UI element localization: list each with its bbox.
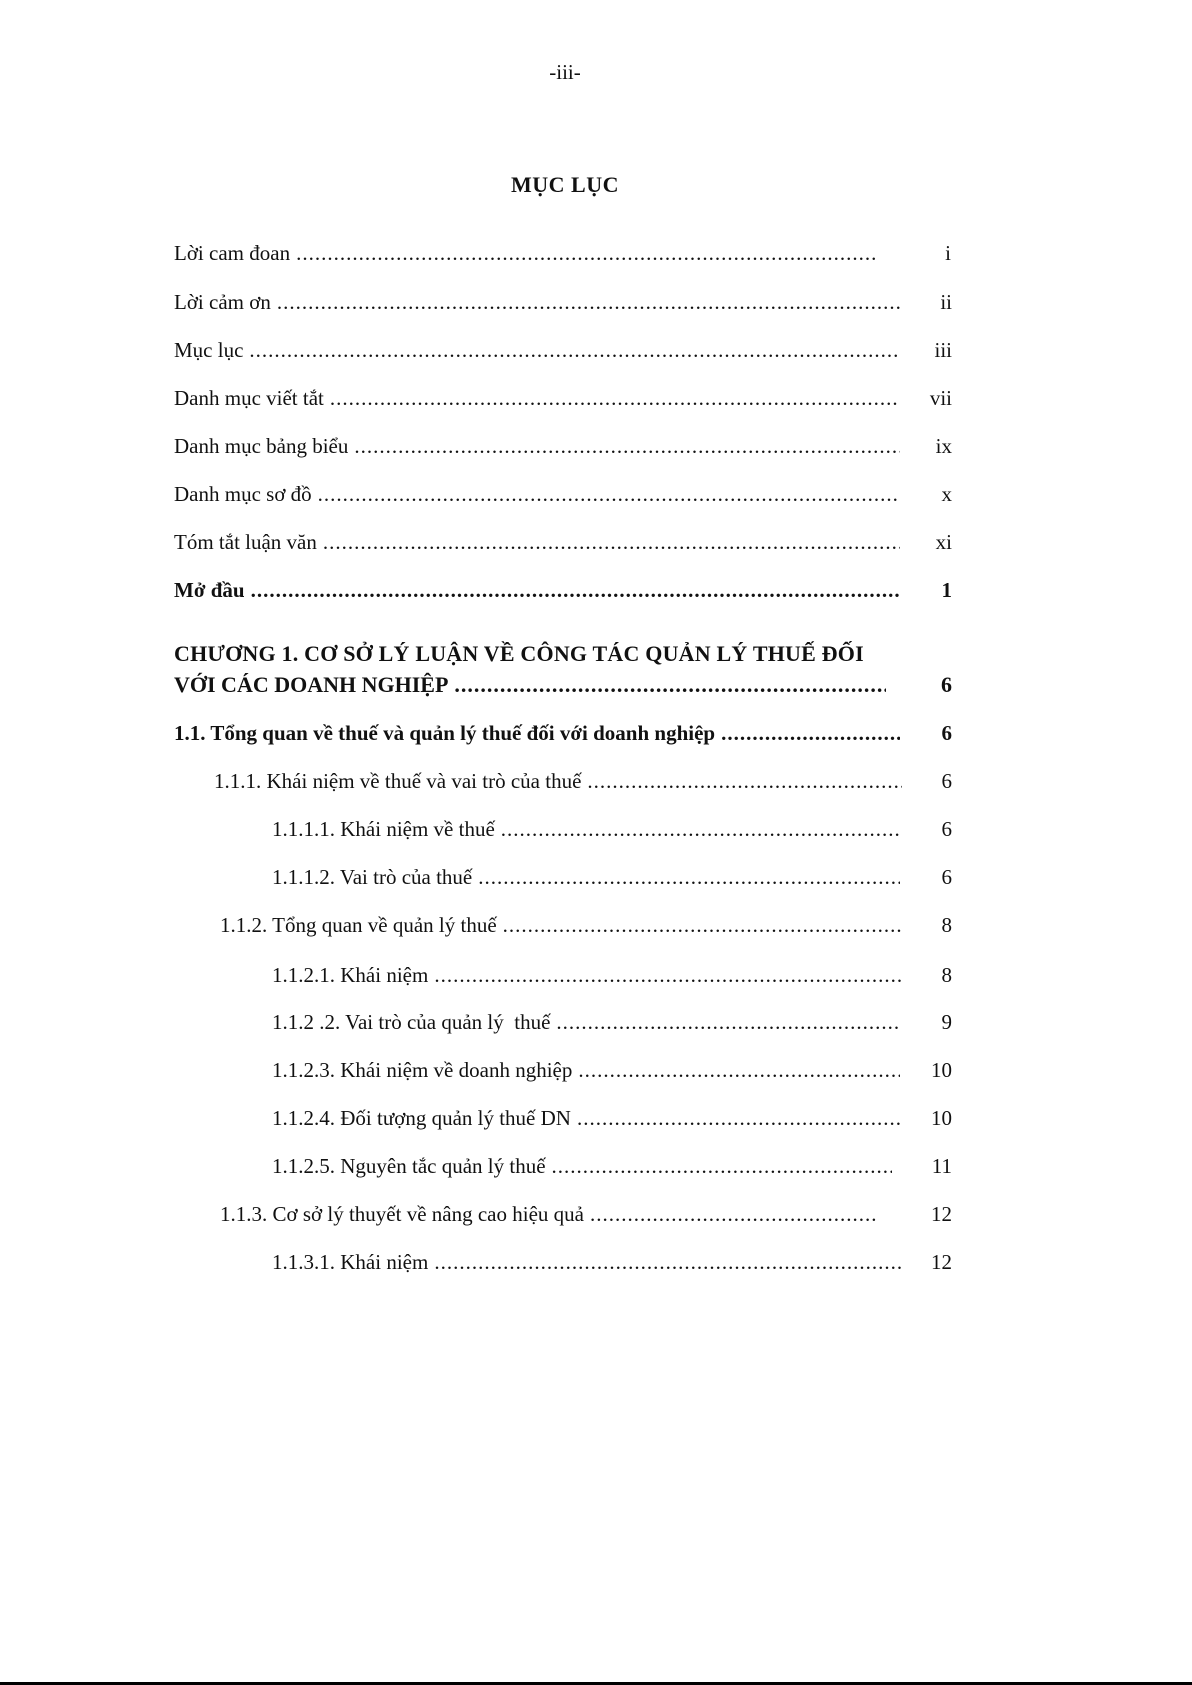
toc-entry-label: Mục lục <box>174 338 244 362</box>
toc-entry-1-1-2-1[interactable] <box>272 960 952 990</box>
toc-entry-danh-muc-bang-bieu[interactable] <box>174 431 952 461</box>
toc-entry-label: 1.1. Tổng quan về thuế và quản lý thuế đối với doanh nghiệp <box>174 721 716 745</box>
toc-entry-label: 1.1.1.1. Khái niệm về thuế <box>272 817 495 841</box>
toc-entry-label: Lời cam đoan <box>174 241 291 265</box>
toc-entry-label: VỚI CÁC DOANH NGHIỆP <box>174 672 449 697</box>
toc-entry-page: iii <box>934 338 952 362</box>
toc-leader <box>434 1247 902 1277</box>
toc-entry-page: 6 <box>941 817 952 841</box>
toc-leader <box>721 718 900 748</box>
toc-entry-page: 6 <box>941 769 952 793</box>
toc-leader <box>296 238 876 268</box>
toc-entry-page: i <box>945 241 951 265</box>
toc-entry-page: 6 <box>941 672 952 697</box>
toc-entry-page: xi <box>935 530 952 554</box>
toc-leader <box>277 287 900 317</box>
toc-entry-page: 12 <box>931 1202 952 1226</box>
toc-entry-page: ii <box>940 290 952 314</box>
toc-entry-1-1-3-1[interactable] <box>272 1247 952 1277</box>
toc-entry-page: ix <box>935 434 952 458</box>
toc-leader <box>577 1103 902 1133</box>
toc-entry-page: 6 <box>941 865 952 889</box>
toc-entry-page: 8 <box>941 913 952 937</box>
page-number: -iii- <box>549 60 581 84</box>
toc-leader <box>503 910 902 940</box>
toc-entry-danh-muc-so-do[interactable] <box>174 479 952 509</box>
toc-leader <box>354 431 900 461</box>
toc-entry-label: 1.1.2. Tổng quan về quản lý thuế <box>220 913 497 937</box>
toc-entry-page: x <box>941 482 952 506</box>
toc-entry-tom-tat-luan-van[interactable] <box>174 527 952 557</box>
toc-entry-page: 6 <box>941 721 952 745</box>
toc-entry-label: Lời cảm ơn <box>174 290 271 314</box>
toc-entry-1-1-3[interactable] <box>220 1199 952 1229</box>
toc-chapter-1-title-line1[interactable]: CHƯƠNG 1. CƠ SỞ LÝ LUẬN VỀ CÔNG TÁC QUẢN LÝ THUẾ ĐỐI <box>174 641 864 666</box>
toc-entry-page: 11 <box>931 1154 952 1178</box>
toc-entry-1-1-2-5[interactable] <box>272 1151 952 1181</box>
toc-entry-label: Tóm tắt luận văn <box>174 530 317 554</box>
toc-entry-page: 10 <box>931 1058 952 1082</box>
toc-entry-page: 10 <box>931 1106 952 1130</box>
toc-entry-label: 1.1.2.5. Nguyên tắc quản lý thuế <box>272 1154 546 1178</box>
toc-entry-label: 1.1.2.3. Khái niệm về doanh nghiệp <box>272 1058 573 1082</box>
toc-leader <box>501 814 900 844</box>
toc-entry-label: 1.1.2.1. Khái niệm <box>272 963 429 987</box>
toc-entry-label: 1.1.2 .2. Vai trò của quản lý thuế <box>272 1010 551 1034</box>
toc-entry-page: vii <box>929 386 952 410</box>
toc-entry-muc-luc[interactable] <box>174 335 952 365</box>
toc-entry-label: 1.1.3.1. Khái niệm <box>272 1250 429 1274</box>
toc-entry-1-1[interactable] <box>174 718 952 748</box>
toc-entry-1-1-2-2[interactable] <box>272 1007 952 1037</box>
toc-title: MỤC LỤC <box>511 172 619 197</box>
toc-entry-label: Mở đầu <box>174 578 245 602</box>
toc-leader <box>249 335 900 365</box>
toc-leader <box>323 527 900 557</box>
toc-leader <box>578 1055 900 1085</box>
toc-entry-label: Danh mục viết tắt <box>174 386 324 410</box>
toc-entry-1-1-2[interactable] <box>220 910 952 940</box>
toc-entry-label: 1.1.1.2. Vai trò của thuế <box>272 865 473 889</box>
toc-entry-loi-cam-on[interactable] <box>174 287 952 317</box>
toc-leader <box>318 479 900 509</box>
toc-leader <box>478 862 900 892</box>
toc-entry-danh-muc-viet-tat[interactable] <box>174 383 952 413</box>
toc-entry-chuong-1[interactable] <box>174 670 952 700</box>
toc-entry-page: 1 <box>941 578 952 602</box>
toc-entry-label: Danh mục bảng biểu <box>174 434 349 458</box>
toc-leader <box>454 670 886 700</box>
toc-entry-page: 9 <box>941 1010 952 1034</box>
toc-entry-label: Danh mục sơ đồ <box>174 482 312 506</box>
toc-leader <box>556 1007 900 1037</box>
toc-entry-label: 1.1.1. Khái niệm về thuế và vai trò của thuế <box>214 769 582 793</box>
toc-entry-mo-dau[interactable] <box>174 575 952 605</box>
toc-leader <box>552 1151 892 1181</box>
toc-leader <box>587 766 902 796</box>
toc-entry-1-1-1-2[interactable] <box>272 862 952 892</box>
toc-entry-label: 1.1.2.4. Đối tượng quản lý thuế DN <box>272 1106 571 1130</box>
toc-entry-1-1-2-3[interactable] <box>272 1055 952 1085</box>
toc-entry-page: 12 <box>931 1250 952 1274</box>
toc-leader <box>434 960 902 990</box>
toc-entry-label: 1.1.3. Cơ sở lý thuyết về nâng cao hiệu quả <box>220 1202 584 1226</box>
toc-leader <box>590 1199 878 1229</box>
toc-entry-1-1-1-1[interactable] <box>272 814 952 844</box>
toc-leader <box>251 575 900 605</box>
toc-entry-loi-cam-doan[interactable] <box>174 238 951 268</box>
toc-entry-1-1-1[interactable] <box>214 766 952 796</box>
toc-entry-page: 8 <box>941 963 952 987</box>
toc-entry-1-1-2-4[interactable] <box>272 1103 952 1133</box>
toc-leader <box>330 383 900 413</box>
